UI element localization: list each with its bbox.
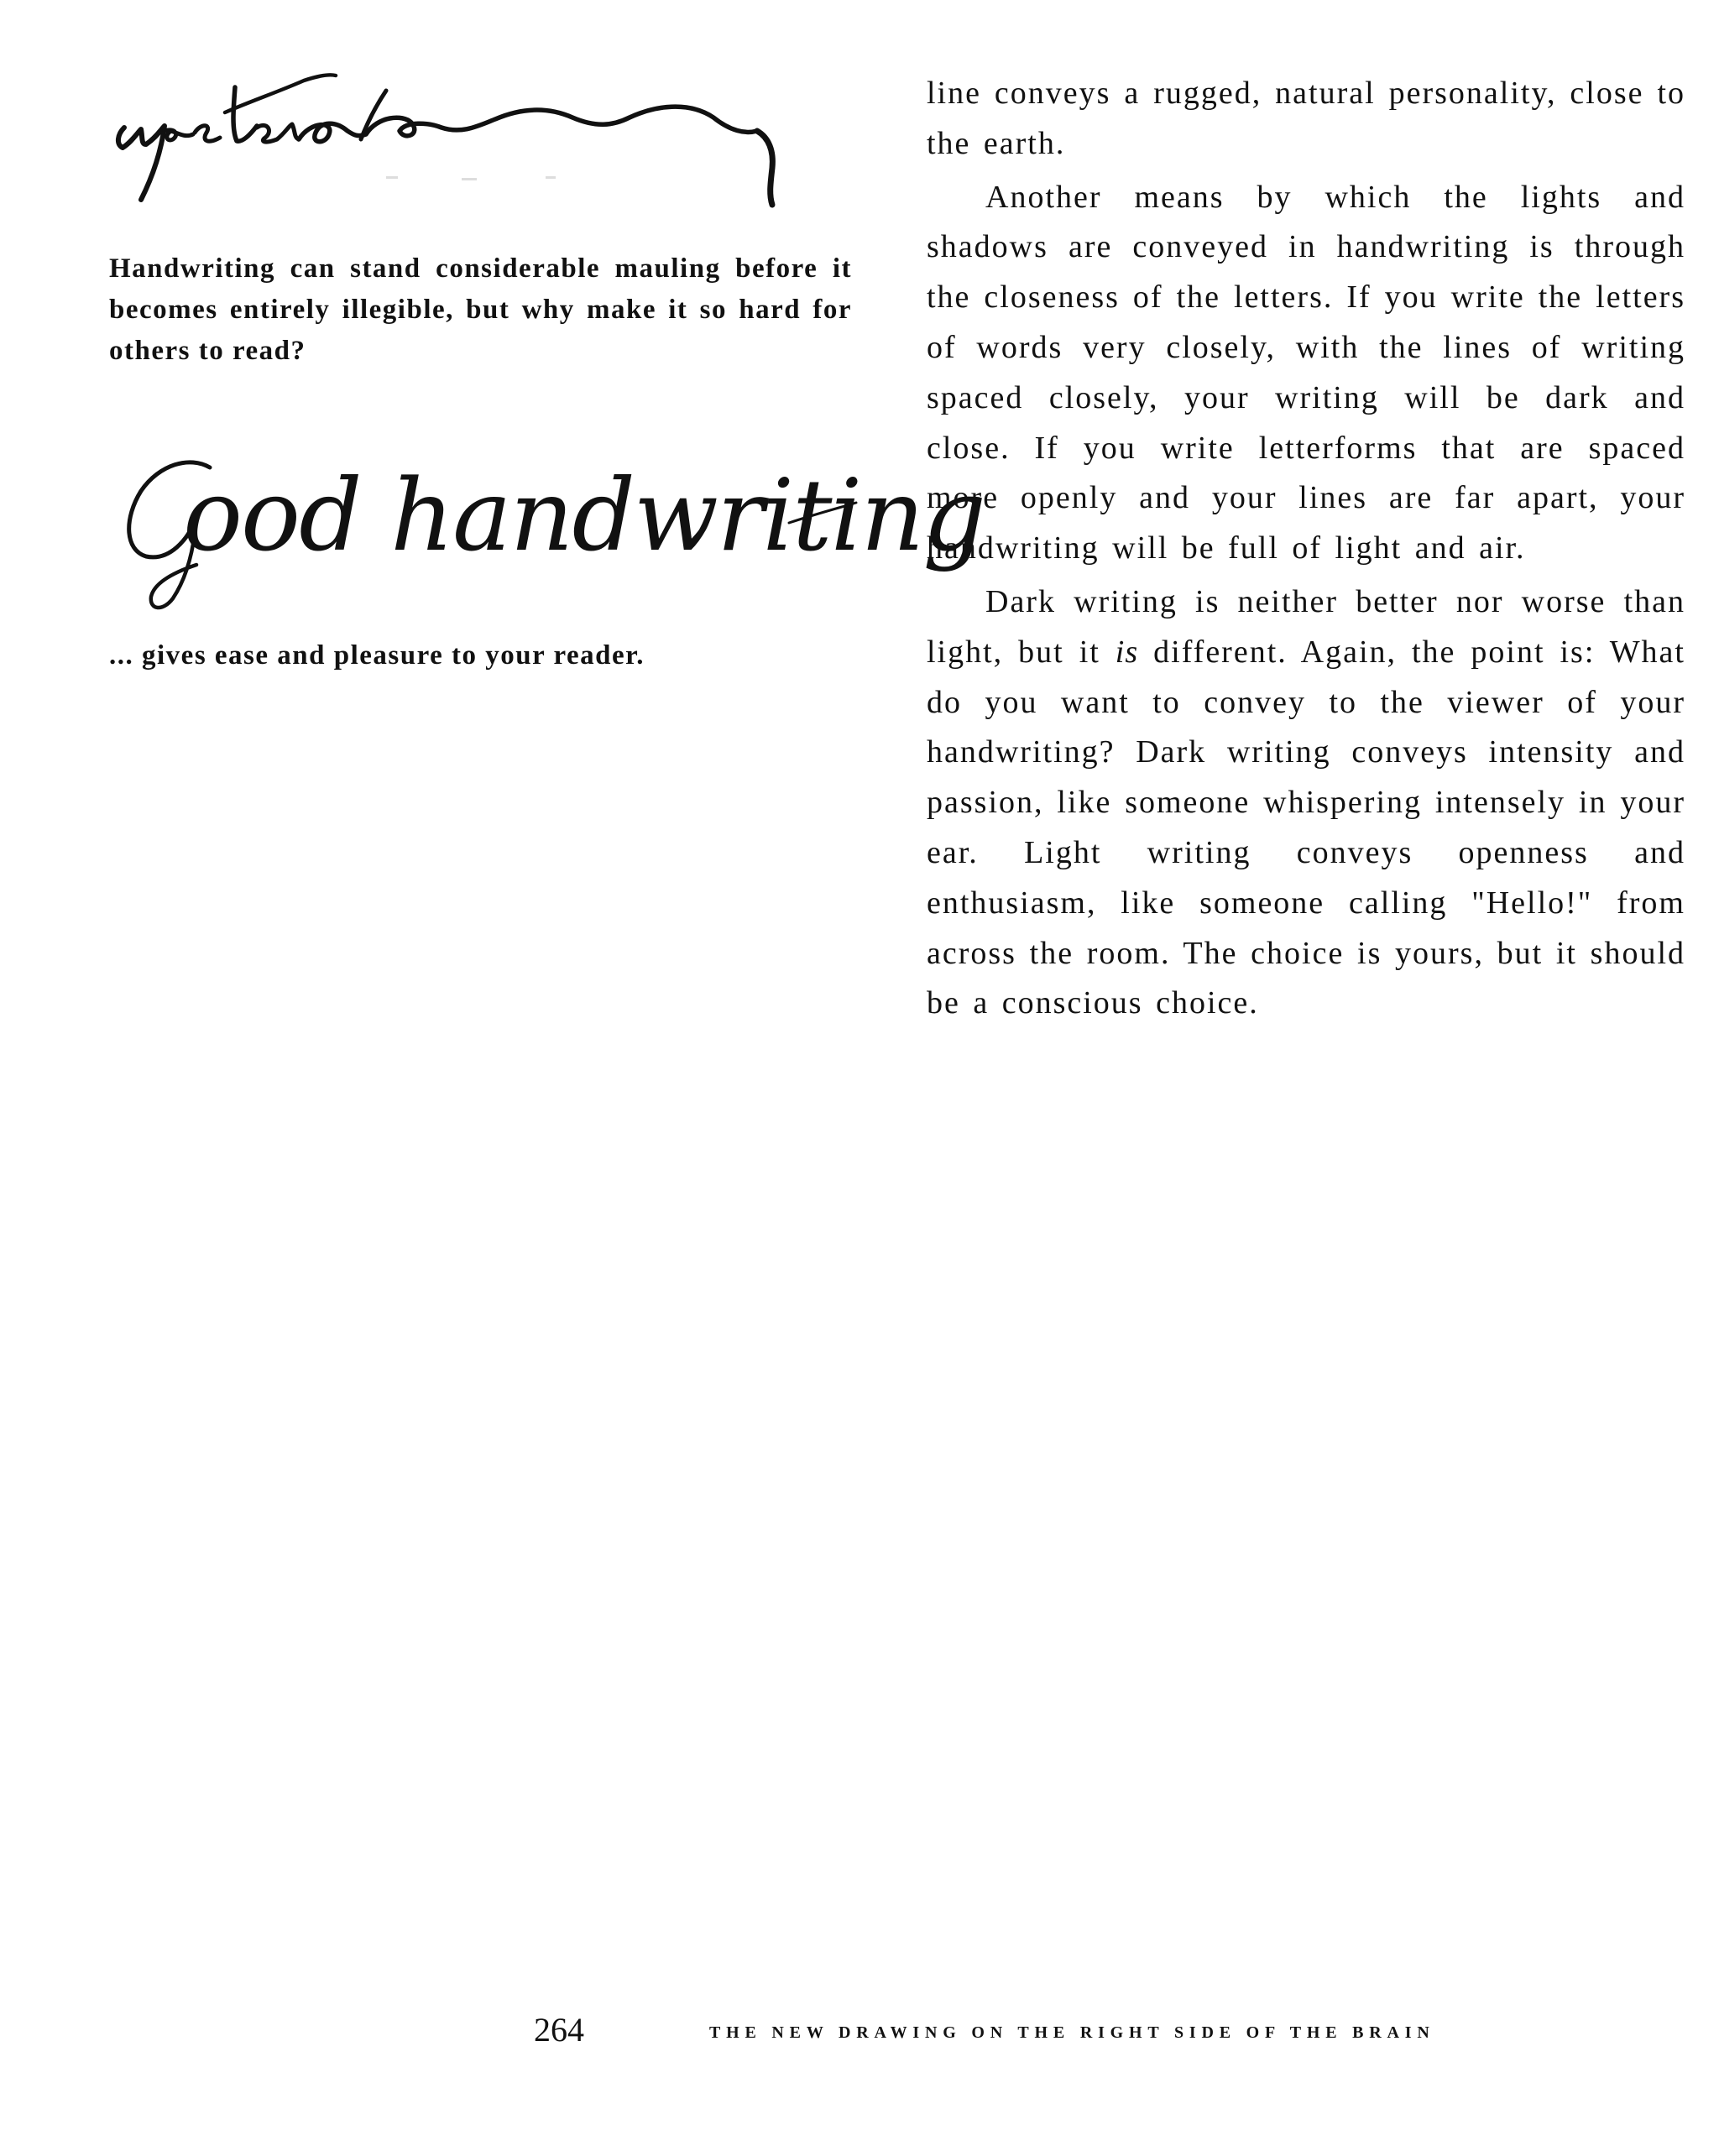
emphasized-word: is — [1115, 634, 1139, 670]
running-head-book-title: THE NEW DRAWING ON THE RIGHT SIDE OF THE BRAIN — [709, 2023, 1435, 2042]
paragraph-dark-vs-light-writing — [927, 577, 1685, 1029]
svg-text:ood handwriting: ood handwriting — [183, 457, 985, 573]
paragraph-lights-and-shadows: Another means by which the lights and shadows are conveyed in handwriting is through the closeness of the letters. If you write the letters of words very closely, with the lines of writing spaced closely, your writing will be dark and close. If you write letterforms that are spaced more openly and your lines are far apart, your handwriting will be full of light and air. — [927, 179, 1685, 566]
paragraph-text-before-emphasis: Dark writing is neither better nor worse than light, but it — [927, 583, 1685, 670]
figure-column — [109, 50, 985, 676]
paragraph-rugged-line: line conveys a rugged, natural personality, close to the earth. — [927, 76, 1685, 161]
caption-illegible-handwriting: Handwriting can stand considerable mauling before it becomes entirely illegible, but why make it so hard for others to read? — [109, 253, 852, 366]
page-number: 264 — [534, 2011, 584, 2049]
cursive-handwriting-good-handwriting-icon — [109, 431, 985, 624]
caption-ease-and-pleasure: ... gives ease and pleasure to your reader. — [109, 640, 645, 671]
paragraph-text-after-emphasis: different. Again, the point is: What do you want to convey to the viewer of your handwriting? Dark writing conveys intensity and passion, like someone whispering intensely in your ear. Light writing conveys openness and enthusiasm, like someone calling "Hello!" from across the room. The choice is yours, but it should be a conscious choice. — [927, 634, 1685, 1021]
scrawled-handwriting-yesterday-icon — [109, 50, 848, 243]
body-text-column — [927, 69, 1685, 1032]
page-footer — [0, 2010, 1719, 2060]
